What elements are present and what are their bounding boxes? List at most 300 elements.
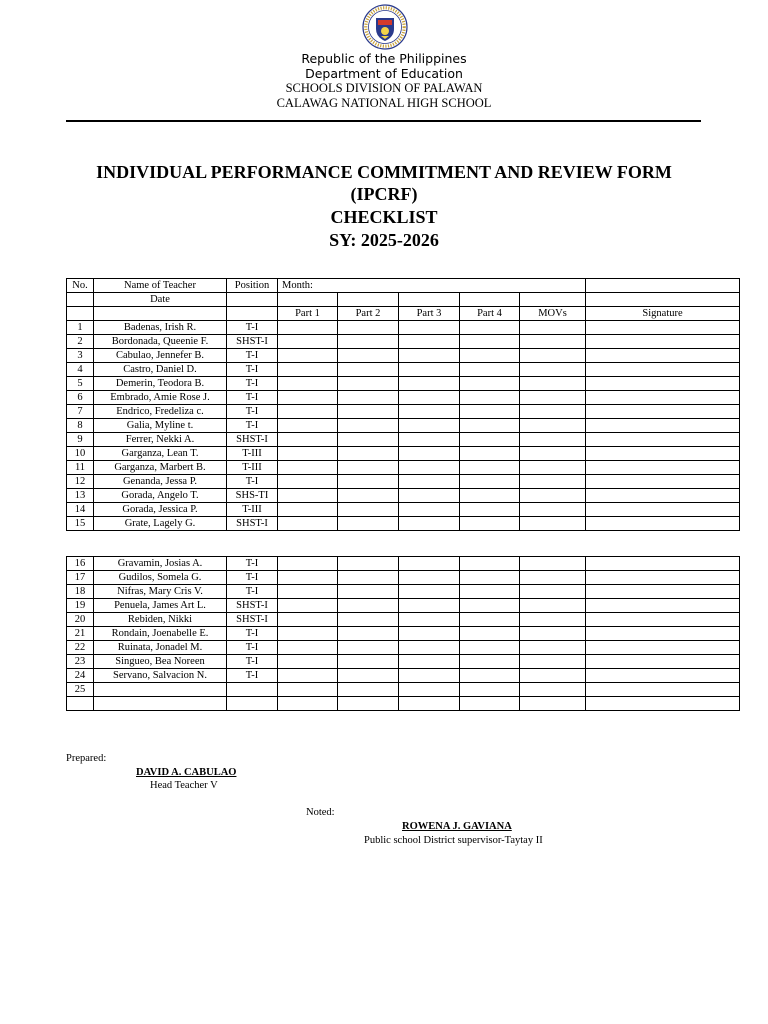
movs-cell [520,433,586,447]
date-cell [460,293,520,307]
part-2-cell [338,627,399,641]
teacher-name: Garganza, Lean T. [94,447,227,461]
teacher-name: Grate, Lagely G. [94,517,227,531]
teacher-name: Ruinata, Jonadel M. [94,641,227,655]
part-2-cell [338,489,399,503]
part-2-cell [338,669,399,683]
row-number: 20 [67,613,94,627]
teacher-name: Castro, Daniel D. [94,363,227,377]
row-number: 17 [67,571,94,585]
part-4-cell [460,489,520,503]
part-3-cell [399,391,460,405]
part-3-cell [399,655,460,669]
part-3-cell [399,571,460,585]
part-4-cell [460,557,520,571]
col-header-part-1: Part 1 [278,307,338,321]
teacher-name: Rebiden, Nikki [94,613,227,627]
movs-cell [520,557,586,571]
part-2-cell [338,335,399,349]
form-title: INDIVIDUAL PERFORMANCE COMMITMENT AND REVIEW FORM [96,162,672,182]
teacher-position [227,697,278,711]
col-header-signature: Signature [586,307,740,321]
teacher-position: T-I [227,669,278,683]
teacher-name: Gorada, Jessica P. [94,503,227,517]
col-header-movs: MOVs [520,307,586,321]
month-blank-cell [586,279,740,293]
table-row [67,321,740,335]
table-row [67,683,740,697]
school-year: SY: 2025-2026 [329,230,439,250]
part-2-cell [338,655,399,669]
signature-cell [586,321,740,335]
movs-cell [520,349,586,363]
teacher-position: T-I [227,641,278,655]
row-number: 8 [67,419,94,433]
teacher-position: T-I [227,349,278,363]
teacher-name: Gorada, Angelo T. [94,489,227,503]
teacher-position: T-I [227,419,278,433]
movs-cell [520,697,586,711]
part-4-cell [460,627,520,641]
movs-cell [520,517,586,531]
table-row [67,461,740,475]
teacher-position: T-III [227,461,278,475]
teacher-position: T-I [227,627,278,641]
table-row [67,571,740,585]
teacher-position: SHST-I [227,517,278,531]
teacher-name: Demerin, Teodora B. [94,377,227,391]
blank-cell [227,293,278,307]
table-row [67,697,740,711]
form-title-abbrev: (IPCRF) [350,184,418,204]
republic-line: Republic of the Philippines [301,51,467,66]
part-2-cell [338,363,399,377]
part-3-cell [399,461,460,475]
part-2-cell [338,419,399,433]
table-row [67,585,740,599]
table-row [67,613,740,627]
part-4-cell [460,683,520,697]
row-number: 22 [67,641,94,655]
signature-cell [586,627,740,641]
part-1-cell [278,391,338,405]
signature-cell [586,641,740,655]
table-row [67,447,740,461]
date-row [67,293,740,307]
signature-cell [586,557,740,571]
preparer-title: Head Teacher V [150,780,218,791]
teacher-position: T-I [227,377,278,391]
noter-name: ROWENA J. GAVIANA [402,821,512,832]
row-number: 9 [67,433,94,447]
parts-header-row [67,307,740,321]
part-3-cell [399,433,460,447]
header-row [67,279,740,293]
teacher-name: Garganza, Marbert B. [94,461,227,475]
teacher-name: Embrado, Amie Rose J. [94,391,227,405]
teacher-position: T-I [227,571,278,585]
part-3-cell [399,669,460,683]
table-row [67,433,740,447]
date-label: Date [94,293,227,307]
signature-cell [586,599,740,613]
col-header-no: No. [67,279,94,293]
part-3-cell [399,517,460,531]
department-line: Department of Education [305,66,463,81]
part-1-cell [278,655,338,669]
movs-cell [520,571,586,585]
teacher-name: Badenas, Irish R. [94,321,227,335]
teacher-position: T-III [227,503,278,517]
part-4-cell [460,335,520,349]
part-2-cell [338,447,399,461]
part-4-cell [460,321,520,335]
part-1-cell [278,669,338,683]
movs-cell [520,335,586,349]
part-2-cell [338,697,399,711]
movs-cell [520,683,586,697]
teacher-position: T-I [227,475,278,489]
part-1-cell [278,349,338,363]
blank-cell [67,293,94,307]
part-2-cell [338,475,399,489]
row-number: 10 [67,447,94,461]
noted-label: Noted: [306,807,335,818]
row-number: 11 [67,461,94,475]
part-1-cell [278,585,338,599]
part-1-cell [278,627,338,641]
signature-cell [586,349,740,363]
movs-cell [520,377,586,391]
movs-cell [520,419,586,433]
row-number: 1 [67,321,94,335]
teacher-name: Servano, Salvacion N. [94,669,227,683]
movs-cell [520,655,586,669]
row-number: 25 [67,683,94,697]
part-2-cell [338,433,399,447]
row-number [67,697,94,711]
part-2-cell [338,503,399,517]
signature-cell [586,503,740,517]
movs-cell [520,641,586,655]
part-4-cell [460,363,520,377]
movs-cell [520,585,586,599]
teacher-name: Genanda, Jessa P. [94,475,227,489]
signature-cell [586,461,740,475]
part-3-cell [399,447,460,461]
movs-cell [520,475,586,489]
col-header-position: Position [227,279,278,293]
table-row [67,377,740,391]
table-row [67,489,740,503]
part-1-cell [278,335,338,349]
part-3-cell [399,585,460,599]
table-row [67,405,740,419]
teacher-position: T-I [227,363,278,377]
teacher-position: T-I [227,655,278,669]
teacher-position: SHST-I [227,613,278,627]
movs-cell [520,321,586,335]
part-3-cell [399,641,460,655]
part-4-cell [460,461,520,475]
part-3-cell [399,419,460,433]
part-3-cell [399,489,460,503]
row-number: 15 [67,517,94,531]
teacher-position: SHST-I [227,599,278,613]
row-number: 23 [67,655,94,669]
form-subtitle: CHECKLIST [330,207,438,227]
row-number: 14 [67,503,94,517]
movs-cell [520,461,586,475]
teacher-position: T-I [227,405,278,419]
part-1-cell [278,447,338,461]
row-number: 4 [67,363,94,377]
part-1-cell [278,461,338,475]
part-2-cell [338,321,399,335]
signature-cell [586,447,740,461]
col-header-name: Name of Teacher [94,279,227,293]
part-4-cell [460,669,520,683]
signature-cell [586,613,740,627]
part-2-cell [338,377,399,391]
part-1-cell [278,613,338,627]
part-3-cell [399,613,460,627]
table-row [67,349,740,363]
part-2-cell [338,613,399,627]
part-1-cell [278,405,338,419]
part-1-cell [278,475,338,489]
teacher-position: T-I [227,557,278,571]
row-number: 21 [67,627,94,641]
teacher-name: Nifras, Mary Cris V. [94,585,227,599]
part-4-cell [460,599,520,613]
part-2-cell [338,517,399,531]
teacher-position: SHS-TI [227,489,278,503]
part-4-cell [460,349,520,363]
signature-cell [586,433,740,447]
month-label: Month: [278,279,586,293]
row-number: 24 [67,669,94,683]
row-number: 12 [67,475,94,489]
part-1-cell [278,321,338,335]
teacher-name: Gravamin, Josias A. [94,557,227,571]
table-row [67,641,740,655]
part-3-cell [399,405,460,419]
part-3-cell [399,363,460,377]
table-row [67,627,740,641]
movs-cell [520,363,586,377]
table-row [67,599,740,613]
part-2-cell [338,585,399,599]
signature-cell [586,517,740,531]
row-number: 3 [67,349,94,363]
blank-cell [94,307,227,321]
movs-cell [520,669,586,683]
part-4-cell [460,641,520,655]
movs-cell [520,489,586,503]
row-number: 18 [67,585,94,599]
teacher-name: Galia, Myline t. [94,419,227,433]
signature-cell [586,683,740,697]
movs-cell [520,613,586,627]
row-number: 16 [67,557,94,571]
part-2-cell [338,683,399,697]
table-row [67,363,740,377]
part-4-cell [460,405,520,419]
part-1-cell [278,503,338,517]
prepared-label: Prepared: [66,753,107,764]
part-3-cell [399,377,460,391]
part-1-cell [278,363,338,377]
blank-cell [227,307,278,321]
checklist-table-2 [66,556,740,711]
table-row [67,419,740,433]
division-line: SCHOOLS DIVISION OF PALAWAN [285,81,483,95]
part-4-cell [460,377,520,391]
part-4-cell [460,391,520,405]
part-3-cell [399,683,460,697]
row-number: 19 [67,599,94,613]
teacher-position: T-I [227,585,278,599]
part-2-cell [338,599,399,613]
part-2-cell [338,461,399,475]
part-4-cell [460,655,520,669]
part-3-cell [399,335,460,349]
part-4-cell [460,447,520,461]
date-cell [278,293,338,307]
part-2-cell [338,349,399,363]
movs-cell [520,599,586,613]
part-3-cell [399,557,460,571]
teacher-name: Gudilos, Somela G. [94,571,227,585]
signature-cell [586,585,740,599]
signature-cell [586,391,740,405]
part-4-cell [460,517,520,531]
row-number: 7 [67,405,94,419]
table-row [67,669,740,683]
table-row [67,503,740,517]
part-1-cell [278,641,338,655]
date-cell [520,293,586,307]
table-row [67,391,740,405]
signature-cell [586,669,740,683]
signature-cell [586,363,740,377]
part-4-cell [460,585,520,599]
part-4-cell [460,697,520,711]
teacher-name: Cabulao, Jennefer B. [94,349,227,363]
movs-cell [520,391,586,405]
teacher-position: T-I [227,321,278,335]
teacher-position [227,683,278,697]
part-4-cell [460,433,520,447]
checklist-table-1 [66,278,740,531]
part-3-cell [399,627,460,641]
part-1-cell [278,599,338,613]
part-3-cell [399,475,460,489]
teacher-name [94,683,227,697]
part-3-cell [399,321,460,335]
row-number: 13 [67,489,94,503]
part-4-cell [460,419,520,433]
part-3-cell [399,349,460,363]
part-3-cell [399,697,460,711]
part-1-cell [278,571,338,585]
row-number: 5 [67,377,94,391]
signature-cell [586,697,740,711]
signature-cell [586,419,740,433]
part-4-cell [460,503,520,517]
date-cell [338,293,399,307]
col-header-part-3: Part 3 [399,307,460,321]
signature-cell [586,475,740,489]
movs-cell [520,405,586,419]
col-header-part-4: Part 4 [460,307,520,321]
signature-cell [586,377,740,391]
part-2-cell [338,405,399,419]
header-divider [66,120,701,122]
teacher-name: Singueo, Bea Noreen [94,655,227,669]
table-row [67,517,740,531]
signature-cell [586,335,740,349]
part-1-cell [278,683,338,697]
teacher-name: Ferrer, Nekki A. [94,433,227,447]
part-2-cell [338,571,399,585]
part-1-cell [278,697,338,711]
teacher-name [94,697,227,711]
table-row [67,335,740,349]
table-row [67,655,740,669]
blank-cell [67,307,94,321]
part-4-cell [460,475,520,489]
teacher-position: SHST-I [227,335,278,349]
part-2-cell [338,641,399,655]
school-line: CALAWAG NATIONAL HIGH SCHOOL [276,96,492,110]
part-1-cell [278,433,338,447]
row-number: 2 [67,335,94,349]
teacher-position: T-III [227,447,278,461]
teacher-position: SHST-I [227,433,278,447]
movs-cell [520,627,586,641]
signature-cell [586,405,740,419]
part-4-cell [460,613,520,627]
col-header-part-2: Part 2 [338,307,399,321]
part-1-cell [278,377,338,391]
deped-seal-logo [362,4,408,50]
part-1-cell [278,517,338,531]
date-cell [586,293,740,307]
table-row [67,557,740,571]
signature-cell [586,571,740,585]
signature-cell [586,489,740,503]
part-1-cell [278,557,338,571]
signature-cell [586,655,740,669]
teacher-name: Endrico, Fredeliza c. [94,405,227,419]
teacher-name: Rondain, Joenabelle E. [94,627,227,641]
part-4-cell [460,571,520,585]
teacher-position: T-I [227,391,278,405]
teacher-name: Bordonada, Queenie F. [94,335,227,349]
part-1-cell [278,419,338,433]
movs-cell [520,503,586,517]
date-cell [399,293,460,307]
part-3-cell [399,503,460,517]
movs-cell [520,447,586,461]
noter-title: Public school District supervisor-Taytay II [364,835,543,846]
part-2-cell [338,391,399,405]
part-1-cell [278,489,338,503]
table-row [67,475,740,489]
preparer-name: DAVID A. CABULAO [136,767,237,778]
